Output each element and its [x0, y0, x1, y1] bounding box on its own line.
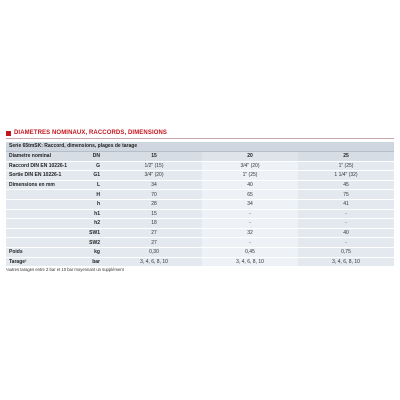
cell-value: - [298, 219, 394, 229]
cell-value: 15 [106, 209, 202, 219]
cell-value: 0,30 [106, 247, 202, 257]
row-label [6, 209, 76, 219]
cell-value: 3, 4, 6, 8, 10 [298, 257, 394, 267]
cell-value: 1" (25) [298, 161, 394, 171]
cell-value: 70 [106, 190, 202, 200]
cell-value: - [202, 209, 298, 219]
spec-table [6, 152, 394, 267]
section-title: DIAMETRES NOMINAUX, RACCORDS, DIMENSIONS [14, 130, 168, 136]
cell-value: 3/4" (20) [202, 161, 298, 171]
row-unit: bar [76, 257, 106, 267]
row-unit: G1 [76, 171, 106, 181]
cell-value: 34 [106, 180, 202, 190]
cell-value: 1/2" (15) [106, 161, 202, 171]
spec-table-container [6, 142, 394, 267]
row-label [6, 199, 76, 209]
footnote: ¹autres tarages entre 2 bar et 10 bar moyennant un supplément [6, 267, 124, 272]
row-label [6, 238, 76, 248]
row-unit: H [76, 190, 106, 200]
cell-value: 3, 4, 6, 8, 10 [202, 257, 298, 267]
row-label [6, 219, 76, 229]
cell-value: 25 [298, 152, 394, 161]
cell-value: 65 [202, 190, 298, 200]
table-row [6, 228, 394, 238]
row-label [6, 190, 76, 200]
cell-value: 27 [106, 228, 202, 238]
row-unit: G [76, 161, 106, 171]
cell-value: - [202, 219, 298, 229]
row-unit: kg [76, 247, 106, 257]
table-row [6, 171, 394, 181]
row-label: Tarage¹ [6, 257, 76, 267]
cell-value: 45 [298, 180, 394, 190]
row-label: Raccord DIN EN 10226-1 [6, 161, 76, 171]
cell-value: 3/4" (20) [106, 171, 202, 181]
row-label: Sortie DIN EN 10226-1 [6, 171, 76, 181]
section-header [6, 130, 394, 139]
cell-value: 41 [298, 199, 394, 209]
row-unit: SW1 [76, 228, 106, 238]
cell-value: 40 [202, 180, 298, 190]
row-unit: h [76, 199, 106, 209]
table-row [6, 238, 394, 248]
cell-value: - [298, 238, 394, 248]
table-subtitle: Serie 65tmSK: Raccord, dimensions, plages de tarage [6, 142, 394, 152]
row-unit: L [76, 180, 106, 190]
cell-value: 28 [106, 199, 202, 209]
cell-value: 32 [202, 228, 298, 238]
cell-value: 20 [202, 152, 298, 161]
section-marker-icon [6, 131, 11, 136]
cell-value: 0,45 [202, 247, 298, 257]
row-label: Dimensions en mm [6, 180, 76, 190]
row-unit: h1 [76, 209, 106, 219]
table-row [6, 219, 394, 229]
row-unit: SW2 [76, 238, 106, 248]
cell-value: 1" (25) [202, 171, 298, 181]
row-label [6, 228, 76, 238]
cell-value: 1 1/4" (32) [298, 171, 394, 181]
cell-value: 18 [106, 219, 202, 229]
cell-value: 40 [298, 228, 394, 238]
table-row [6, 190, 394, 200]
table-row [6, 209, 394, 219]
table-row [6, 257, 394, 267]
row-unit: DN [76, 152, 106, 161]
row-label: Poids [6, 247, 76, 257]
cell-value: 75 [298, 190, 394, 200]
cell-value: - [298, 209, 394, 219]
row-unit: h2 [76, 219, 106, 229]
table-row [6, 161, 394, 171]
table-row [6, 247, 394, 257]
cell-value: - [202, 238, 298, 248]
cell-value: 15 [106, 152, 202, 161]
cell-value: 0,75 [298, 247, 394, 257]
cell-value: 3, 4, 6, 8, 10 [106, 257, 202, 267]
row-label: Diametre nominal [6, 152, 76, 161]
cell-value: 34 [202, 199, 298, 209]
table-row [6, 180, 394, 190]
table-row [6, 152, 394, 161]
table-row [6, 199, 394, 209]
cell-value: 27 [106, 238, 202, 248]
